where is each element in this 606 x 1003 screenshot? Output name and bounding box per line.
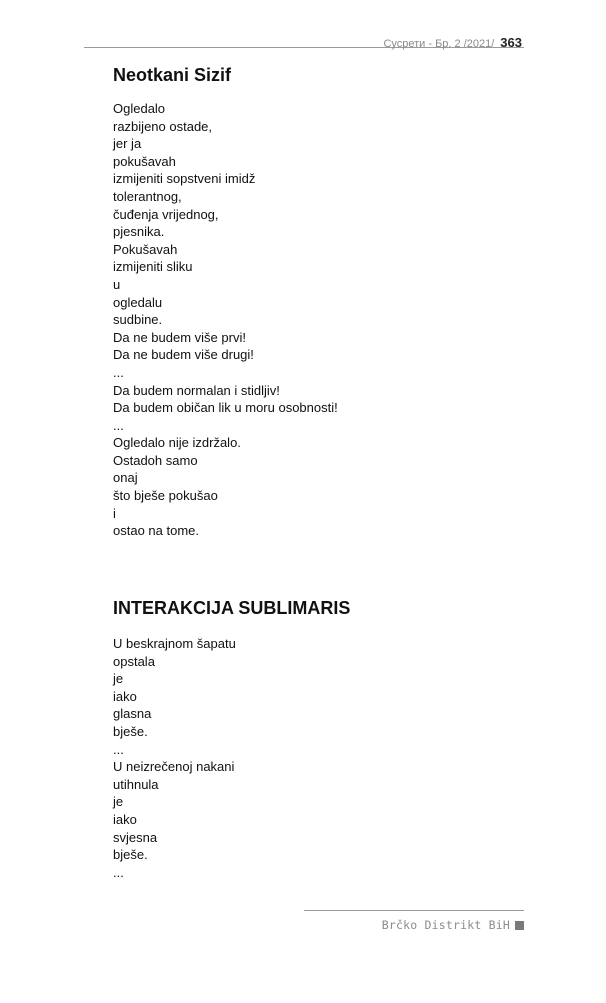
poem-line: je — [113, 794, 124, 810]
poem-line: opstala — [113, 653, 155, 669]
footer-rule — [304, 910, 524, 911]
poem-body — [113, 635, 553, 881]
poem-line: u — [113, 276, 121, 292]
square-mark-icon — [515, 921, 524, 930]
poem-line: izmijeniti sopstveni imidž — [113, 171, 256, 187]
poem-line: svjesna — [113, 829, 158, 845]
poem-title: INTERAKCIJA SUBLIMARIS — [113, 598, 351, 618]
poem-line: bješe. — [113, 723, 148, 739]
poem-line: razbijeno ostade, — [113, 118, 213, 134]
poem-neotkani-sizif — [113, 64, 553, 540]
poem-line: Da ne budem više prvi! — [113, 329, 246, 345]
poem-line: U neizrečenoj nakani — [113, 759, 235, 775]
poem-line: Da budem običan lik u moru osobnosti! — [113, 400, 338, 416]
poem-interakcija-sublimaris — [113, 597, 553, 881]
poem-line: iako — [113, 811, 137, 827]
poem-line: sudbine. — [113, 312, 163, 328]
poem-line: i — [113, 505, 116, 521]
page-number: 363 — [500, 35, 522, 50]
poem-line: ... — [113, 417, 124, 433]
poem-line: Da budem normalan i stidljiv! — [113, 382, 280, 398]
poem-line: Pokušavah — [113, 241, 178, 257]
poem-line: pokušavah — [113, 153, 176, 169]
poem-line: ogledalu — [113, 294, 163, 310]
poem-line: onaj — [113, 470, 138, 486]
poem-title: Neotkani Sizif — [113, 65, 232, 85]
poem-line: pjesnika. — [113, 224, 165, 240]
poem-line: ... — [113, 364, 124, 380]
poem-line: jer ja — [113, 136, 142, 152]
poem-line: čuđenja vrijednog, — [113, 206, 219, 222]
poem-line: iako — [113, 688, 137, 704]
poem-line: ... — [113, 864, 124, 880]
poem-line: je — [113, 671, 124, 687]
footer — [382, 918, 524, 932]
poem-line: utihnula — [113, 776, 159, 792]
poem-line: U beskrajnom šapatu — [113, 636, 236, 651]
poem-line: glasna — [113, 706, 152, 722]
poem-line: tolerantnog, — [113, 188, 182, 204]
poem-line: Ogledalo — [113, 101, 166, 116]
poem-line: Ostadoh samo — [113, 452, 198, 468]
footer-location-label: Brčko Distrikt BiH — [381, 918, 510, 932]
poem-line: Da ne budem više drugi! — [113, 347, 254, 363]
poem-body — [113, 100, 553, 540]
poem-line: bješe. — [113, 847, 148, 863]
poem-line: Ogledalo nije izdržalo. — [113, 435, 241, 451]
poem-line: što bješe pokušao — [113, 488, 218, 504]
poem-line: izmijeniti sliku — [113, 259, 193, 275]
journal-issue-label: Сусрети - Бр. 2 /2021/ — [383, 38, 495, 50]
poem-line: ostao na tome. — [113, 523, 199, 539]
poem-line: ... — [113, 741, 124, 757]
running-head — [383, 35, 522, 50]
